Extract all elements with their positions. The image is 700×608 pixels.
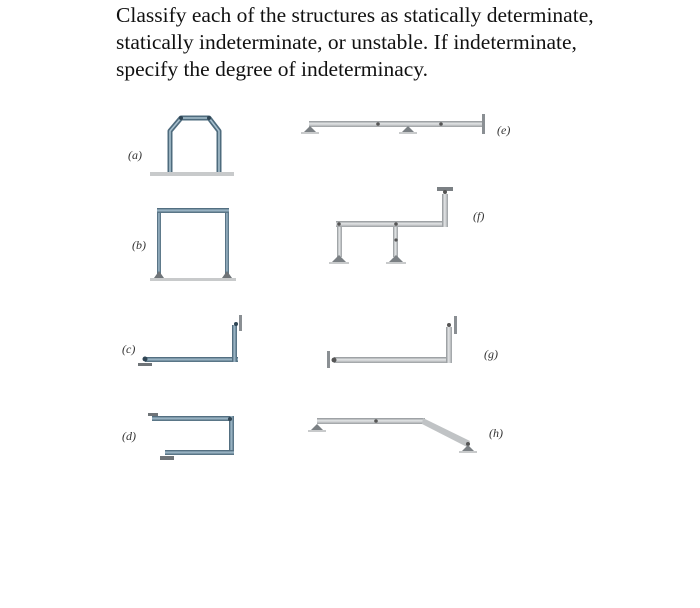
label-d: (d) <box>122 429 136 443</box>
label-b: (b) <box>132 238 146 252</box>
structure-e <box>301 114 485 134</box>
pin-support-b-left <box>154 271 164 278</box>
structure-h <box>308 418 477 453</box>
wall-g <box>454 316 457 334</box>
ground-a <box>150 172 234 176</box>
pin-support-f-left <box>332 255 346 262</box>
roller-c <box>138 363 152 366</box>
problem-line-2: statically indeterminate, or unstable. If indeterminate, <box>116 30 577 54</box>
pin-support-b-right <box>222 271 232 278</box>
structure-d <box>148 413 234 460</box>
label-g: (g) <box>484 347 498 361</box>
label-c: (c) <box>122 342 136 356</box>
problem-line-1: Classify each of the structures as statically determinate, <box>116 3 594 27</box>
structure-g <box>327 316 457 368</box>
pin-c-left <box>143 357 148 362</box>
pin-support-h-left <box>311 424 323 430</box>
ground-b <box>150 278 236 281</box>
hinge-a-right <box>207 116 211 120</box>
structure-f <box>329 187 453 264</box>
support-d-top <box>148 413 158 416</box>
structure-a <box>150 116 234 176</box>
label-h: (h) <box>489 426 503 440</box>
wall-e <box>482 114 485 134</box>
structure-b <box>150 208 236 281</box>
wall-g-left <box>327 351 330 368</box>
structure-c <box>138 315 242 366</box>
pin-support-f-right <box>389 255 403 262</box>
support-d-bottom <box>160 456 174 460</box>
hinge-a-left <box>179 116 183 120</box>
pin-support-h-right <box>462 445 474 451</box>
problem-line-3: specify the degree of indeterminacy. <box>116 57 429 81</box>
label-e: (e) <box>497 123 511 137</box>
wall-c <box>239 315 242 331</box>
label-a: (a) <box>128 148 142 162</box>
pin-c-top <box>234 322 238 326</box>
label-f: (f) <box>473 209 485 223</box>
